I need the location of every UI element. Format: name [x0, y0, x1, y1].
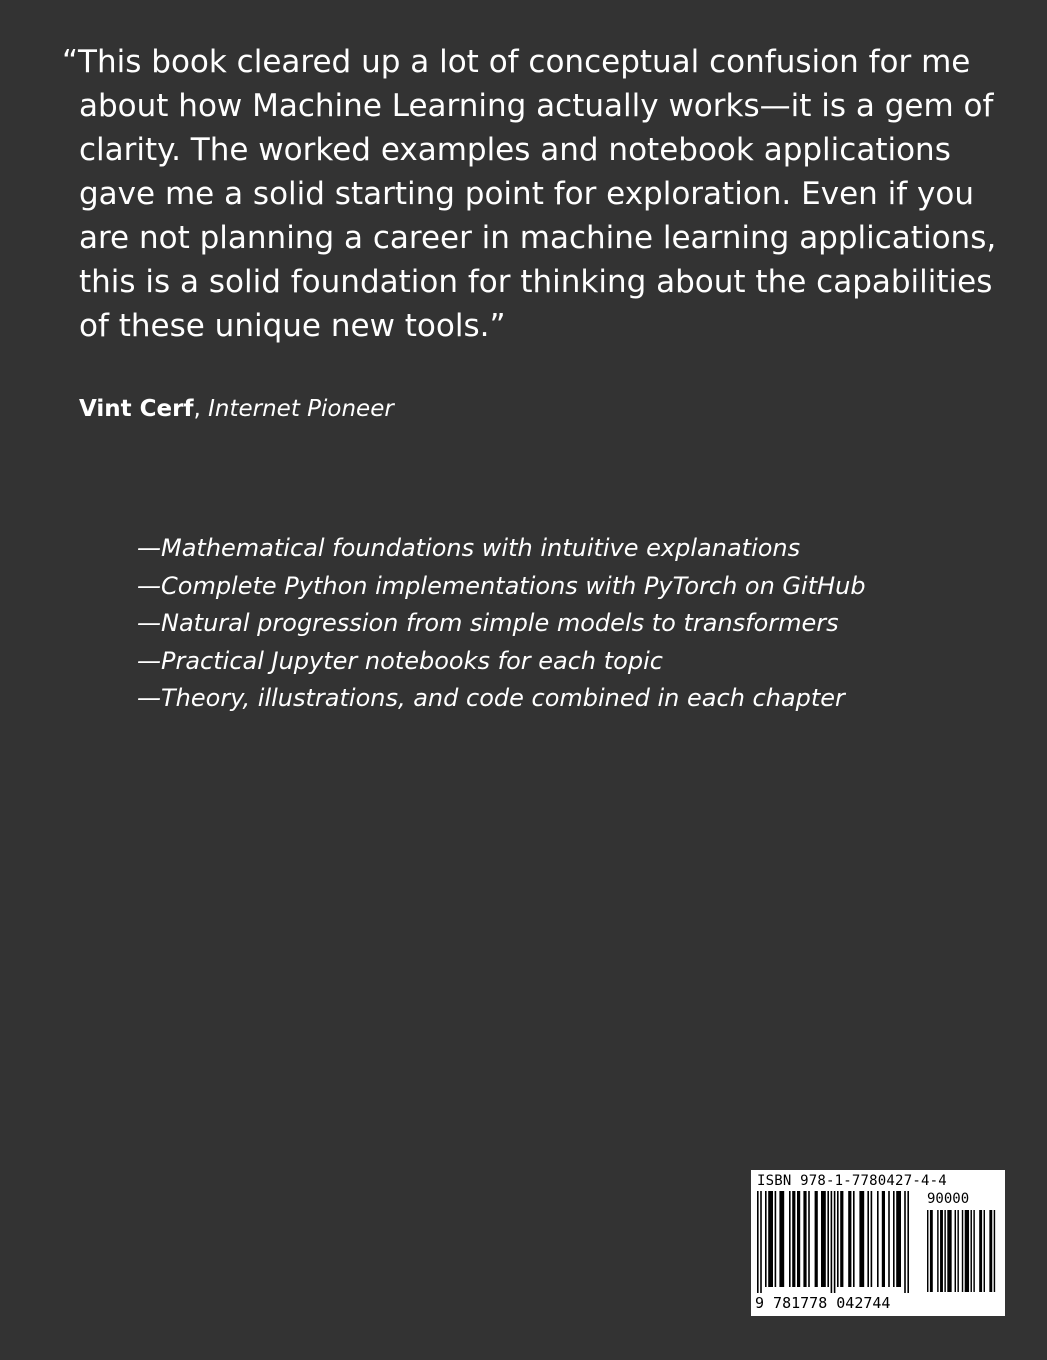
- feature-item: —Theory, illustrations, and code combined in each chapter: [137, 684, 845, 712]
- feature-item: —Mathematical foundations with intuitive explanations: [137, 534, 801, 562]
- barcode-bar: [877, 1191, 879, 1287]
- barcode-bar: [765, 1191, 767, 1287]
- barcode-bar: [944, 1210, 945, 1292]
- attribution-role: Internet Pioneer: [208, 396, 394, 422]
- barcode-bar: [792, 1191, 795, 1287]
- barcode-bar: [882, 1191, 885, 1287]
- barcode-bar: [827, 1191, 829, 1287]
- barcode-bar: [815, 1191, 818, 1287]
- barcode-bar: [984, 1210, 985, 1292]
- isbn-label: ISBN 978-1-7780427-4-4: [757, 1173, 947, 1189]
- barcode-bar: [757, 1191, 759, 1293]
- feature-list: [137, 530, 866, 718]
- quote-line: gave me a solid starting point for exploration. Even if you: [79, 176, 974, 212]
- main-barcode-bars: [757, 1191, 917, 1295]
- quote-line: of these unique new tools.”: [79, 308, 506, 344]
- barcode-bar: [904, 1191, 906, 1293]
- quote-line: “This book cleared up a lot of conceptual confusion for me: [62, 44, 971, 80]
- quote-line: clarity. The worked examples and notebook applications: [79, 132, 951, 168]
- feature-item: —Natural progression from simple models to transformers: [137, 609, 839, 637]
- quote-line: about how Machine Learning actually works—it is a gem of: [79, 88, 994, 124]
- barcode-bar: [779, 1191, 784, 1287]
- quote-line: are not planning a career in machine learning applications,: [79, 220, 997, 256]
- barcode-bar: [965, 1210, 969, 1292]
- barcode-bar: [808, 1191, 810, 1287]
- barcode-bar: [940, 1210, 943, 1292]
- isbn-barcode: [751, 1170, 1005, 1316]
- barcode-bar: [840, 1191, 843, 1287]
- barcode-bar: [775, 1191, 777, 1287]
- barcode-bar: [955, 1210, 956, 1292]
- attribution-name: Vint Cerf: [79, 396, 194, 422]
- barcode-bar: [930, 1210, 933, 1292]
- barcode-bar: [859, 1191, 864, 1287]
- barcode-bar: [893, 1191, 895, 1287]
- barcode-bar: [867, 1191, 869, 1287]
- barcode-bar: [947, 1210, 951, 1292]
- barcode-bar: [994, 1210, 995, 1292]
- barcode-bar: [871, 1191, 873, 1287]
- barcode-bar: [907, 1191, 909, 1293]
- barcode-bar: [937, 1210, 938, 1292]
- barcode-bar: [971, 1210, 972, 1292]
- barcode-bar: [853, 1191, 855, 1287]
- barcode-bar: [760, 1191, 762, 1293]
- barcode-bar: [803, 1191, 806, 1287]
- barcode-bar: [888, 1191, 890, 1287]
- barcode-bar: [831, 1191, 833, 1293]
- feature-item: —Practical Jupyter notebooks for each topic: [137, 646, 663, 675]
- barcode-bar: [837, 1191, 839, 1287]
- barcode-bar: [973, 1210, 974, 1292]
- barcode-bar: [927, 1210, 928, 1292]
- barcode-bar: [979, 1210, 982, 1292]
- barcode-bar: [962, 1210, 963, 1292]
- barcode-bar: [821, 1191, 826, 1287]
- endorsement-quote: [62, 40, 997, 348]
- barcode-bar: [834, 1191, 836, 1293]
- barcode-bar: [797, 1191, 800, 1287]
- quote-attribution: [79, 394, 394, 424]
- barcode-bar: [957, 1210, 958, 1292]
- barcode-bar: [768, 1191, 773, 1287]
- addon-barcode-bars: [927, 1210, 999, 1294]
- barcode-bar: [989, 1210, 992, 1292]
- barcode-bar: [848, 1191, 851, 1287]
- barcode-bar: [896, 1191, 901, 1287]
- feature-item: —Complete Python implementations with PyTorch on GitHub: [137, 571, 866, 600]
- barcode-addon-number: 90000: [927, 1191, 970, 1207]
- quote-line: this is a solid foundation for thinking about the capabilities: [79, 264, 993, 300]
- barcode-bar: [789, 1191, 791, 1287]
- attribution-separator: ,: [193, 396, 209, 422]
- barcode-number: 9 781778 042744: [755, 1294, 891, 1312]
